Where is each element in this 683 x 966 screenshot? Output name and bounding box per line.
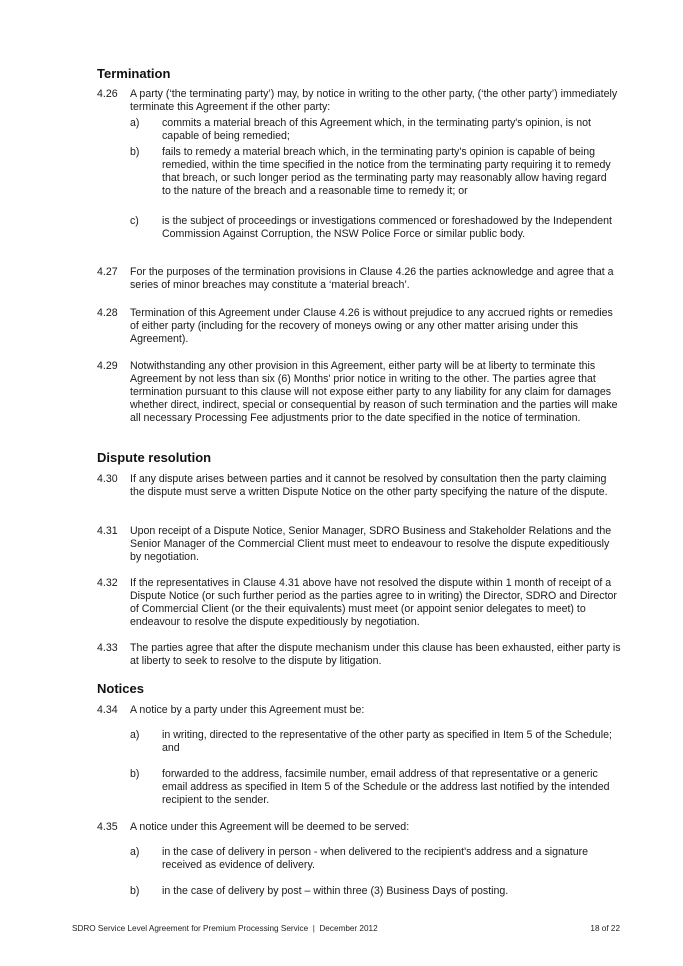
item-label: a) [130,846,140,858]
clause-number: 4.32 [97,577,118,589]
clause-number: 4.31 [97,525,118,537]
item-label: b) [130,768,140,780]
item-text: in writing, directed to the representative of the other party as specified in Item 5 of the Schedule; and [162,729,612,754]
footer-document-title: SDRO Service Level Agreement for Premium Processing Service | December 2012 [72,924,378,933]
clause-text: If the representatives in Clause 4.31 above have not resolved the dispute within 1 month of receipt of a Dispute Notice (or such further period as the parties agree to in writing) the Director, SDRO and Director of Commercial Client (or the their equivalents) must meet (or appoint senior delegates to meet) to endeavour to resolve the dispute expeditiously by negotiation. [130,577,617,628]
clause-text: For the purposes of the termination provisions in Clause 4.26 the parties acknowledge and agree that a series of minor breaches may constitute a ‘material breach’. [130,266,614,291]
clause-text: A notice by a party under this Agreement must be: [130,704,365,716]
item-text: fails to remedy a material breach which, in the terminating party's opinion is capable of being remedied, within the time specified in the notice from the terminating party requiring it to remedy that breach, or such longer period as the terminating party may reasonably allow having regard to the nature of the breach and a reasonable time to remedy it; or [162,146,611,197]
clause-text: Termination of this Agreement under Clause 4.26 is without prejudice to any accrued rights or remedies of either party (including for the recovery of moneys owing or any other matter arising under this Agreement). [130,307,613,345]
item-label: a) [130,117,140,129]
item-label: c) [130,215,139,227]
clause-text: If any dispute arises between parties and it cannot be resolved by consultation then the party claiming the dispute must serve a written Dispute Notice on the other party specifying the nature of the dispute. [130,473,608,498]
item-text: is the subject of proceedings or investigations commenced or foreshadowed by the Independent Commission Against Corruption, the NSW Police Force or similar public body. [162,215,612,240]
clause-number: 4.34 [97,704,118,716]
clause-number: 4.29 [97,360,118,372]
item-text: in the case of delivery in person - when delivered to the recipient's address and a signature received as evidence of delivery. [162,846,589,871]
item-text: in the case of delivery by post – within three (3) Business Days of posting. [162,885,509,897]
clause-number: 4.28 [97,307,118,319]
clause-number: 4.30 [97,473,118,485]
heading-dispute-resolution: Dispute resolution [97,450,212,465]
page-footer [72,924,620,934]
clause-text: Upon receipt of a Dispute Notice, Senior Manager, SDRO Business and Stakeholder Relations and the Senior Manager of the Commercial Client must meet to endeavour to resolve the dispute expeditiously by negotiation. [130,525,612,563]
clause-number: 4.33 [97,642,118,654]
footer-page-number: 18 of 22 [590,924,620,933]
item-text: forwarded to the address, facsimile number, email address of that representative or a generic email address as specified in Item 5 of the Schedule or the address last notified by the intended recipient to the sender. [162,768,610,806]
clause-number: 4.26 [97,88,118,100]
item-label: b) [130,885,140,897]
clause-text: A notice under this Agreement will be deemed to be served: [130,821,410,833]
item-text: commits a material breach of this Agreement which, in the terminating party's opinion, is not capable of being remedied; [162,117,591,142]
clause-text: The parties agree that after the dispute mechanism under this clause has been exhausted, either party is at liberty to seek to resolve to the dispute by litigation. [130,642,621,667]
heading-notices: Notices [97,681,144,696]
clause-text: A party (‘the terminating party’) may, by notice in writing to the other party, (‘the other party’) immediately terminate this Agreement if the other party: [130,88,618,113]
clause-number: 4.27 [97,266,118,278]
item-label: a) [130,729,140,741]
heading-termination: Termination [97,66,171,81]
clause-text: Notwithstanding any other provision in this Agreement, either party will be at liberty to terminate this Agreement by not less than six (6) Months' prior notice in writing to the other. The parties agree that termination pursuant to this clause will not expose either party to any liability for any claim for damages whether direct, indirect, special or consequential by reason of such termination and the parties will make all necessary Processing Fee adjustments prior to the date specified in the notice of termination. [130,360,618,424]
item-label: b) [130,146,140,158]
clause-number: 4.35 [97,821,118,833]
